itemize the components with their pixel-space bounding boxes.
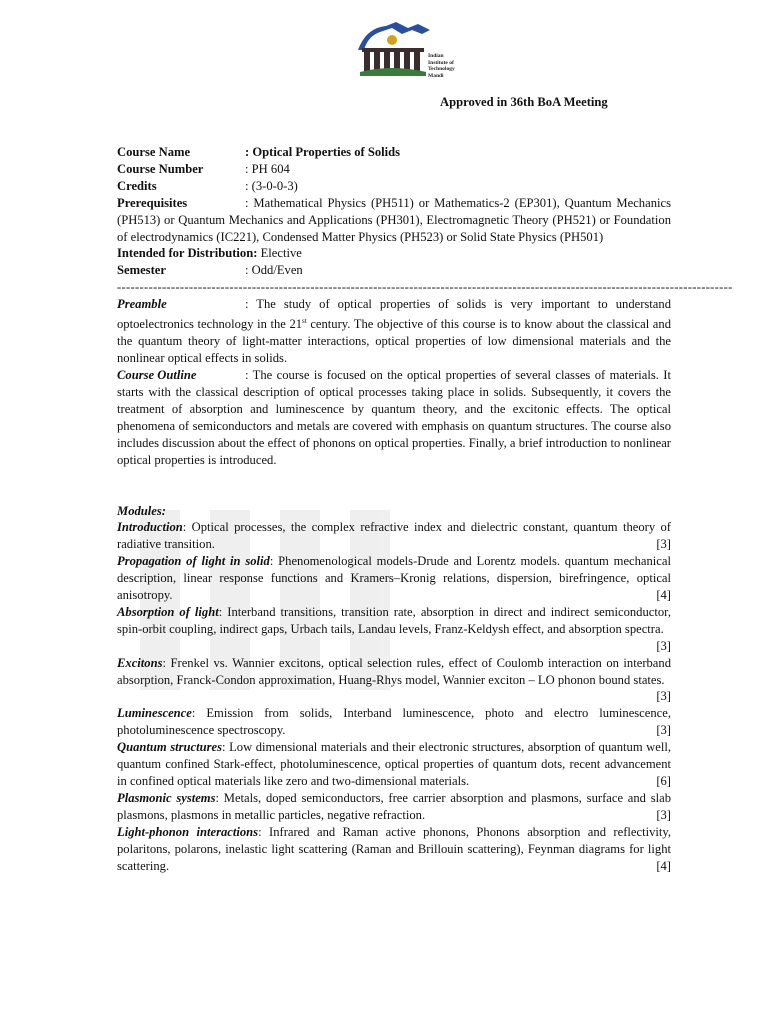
preamble <box>117 296 671 367</box>
approval-note: Approved in 36th BoA Meeting <box>440 95 608 109</box>
module-hours: [3] <box>656 723 671 738</box>
module-description: : Low dimensional materials and their electronic structures, absorption of quantum well, quantum confined Stark-effect, photoluminescence, optical properties of quantum dots, recent advancement in confined optical materials like zero and two-dimensional materials. <box>117 740 671 788</box>
module-item <box>117 739 671 790</box>
module-title: Absorption of light <box>117 604 219 619</box>
module-title: Excitons <box>117 655 163 670</box>
module-description: : Infrared and Raman active phonons, Phonons absorption and reflectivity, polaritons, polarons, inelastic light scattering (Raman and Brillouin scattering), Feynman diagrams for light scattering. <box>117 824 671 873</box>
course-outline-text: : The course is focused on the optical properties of several classes of materials. It starts with the classical description of optical processes taking place in solids. Subsequently, it covers the treatment of absorption and luminescence by quantum theory, and the excitonic effects. The optical phenomena of semiconductors and metals are covered with emphasis on quantum structures. The course also includes discussion about the effect of phonons on optical properties. Finally, a brief introduction to nonlinear optical properties is introduced. <box>117 368 671 467</box>
semester-label: Semester <box>117 263 166 278</box>
module-title: Plasmonic systems <box>117 790 216 805</box>
credits-value: : (3-0-0-3) <box>245 178 298 193</box>
module-description: : Optical processes, the complex refractive index and dielectric constant, quantum theory of radiative transition. <box>117 520 671 552</box>
semester-row <box>117 262 671 279</box>
module-description: : Emission from solids, Interband luminescence, photo and electro luminescence, photoluminescence spectroscopy. <box>117 706 671 738</box>
module-hours: [3] <box>656 807 671 822</box>
course-outline <box>117 367 671 468</box>
module-item <box>117 519 671 553</box>
course-name-row <box>117 144 671 161</box>
module-item <box>117 604 671 655</box>
divider: ----------------------------------------------------------------------------------------------------------------------------------------- <box>117 280 733 295</box>
module-hours: [3] <box>656 689 671 704</box>
prerequisites <box>117 195 671 246</box>
prerequisites-label: Prerequisites <box>117 195 188 210</box>
semester-value: : Odd/Even <box>245 263 303 278</box>
module-hours: [3] <box>656 537 671 552</box>
logo-text: Indian Institute of Technology Mandi <box>428 53 455 79</box>
distribution-label: Intended for Distribution: <box>117 246 258 261</box>
module-hours: [6] <box>656 774 671 788</box>
module-title: Propagation of light in solid <box>117 554 270 569</box>
module-title: Introduction <box>117 520 183 535</box>
module-item <box>117 824 671 875</box>
module-description: : Interband transitions, transition rate, absorption in direct and indirect semiconductor, spin-orbit coupling, indirect gaps, Urbach tails, Landau levels, Franz-Keldysh effect, and absorption spectra. <box>117 604 671 636</box>
preamble-label: Preamble <box>117 297 167 312</box>
preamble-text-b: century. The objective of this course is to know about the classical and the quantum theory of light-matter interactions, optical properties of low dimensional materials and the nonlinear optical effects in solids. <box>117 317 671 366</box>
prerequisites-value: : Mathematical Physics (PH511) or Mathematics-2 (EP301), Quantum Mechanics (PH513) or Quantum Mechanics and Applications (PH301), Electromagnetic Theory (PH521) or Foundation of electrodynamics (IC221), Condensed Matter Physics (PH523) or Solid State Physics (PH501) <box>117 195 671 244</box>
module-title: Light-phonon interactions <box>117 824 259 839</box>
module-item <box>117 705 671 739</box>
credits-label: Credits <box>117 178 157 193</box>
course-name-label: Course Name <box>117 145 191 159</box>
module-item <box>117 790 671 824</box>
module-hours: [3] <box>656 638 671 653</box>
course-number-value: : PH 604 <box>245 161 290 176</box>
course-document <box>117 144 733 874</box>
modules-heading: Modules: <box>117 503 166 518</box>
distribution-value: Elective <box>257 246 302 261</box>
preamble-superscript: st <box>302 317 307 326</box>
module-description: : Phenomenological models-Drude and Lorentz models. quantum mechanical description, linear response functions and Kramers–Kronig relations, dispersion, birefringence, optical anisotropy. <box>117 554 671 603</box>
modules-list <box>117 519 671 874</box>
module-hours: [4] <box>656 858 671 873</box>
module-item <box>117 553 671 604</box>
module-item <box>117 655 671 706</box>
module-description: : Metals, doped semiconductors, free carrier absorption and plasmons, surface and slab plasmons, plasmons in metallic particles, negative refraction. <box>117 790 672 822</box>
course-outline-label: Course Outline <box>117 368 197 383</box>
module-title: Luminescence <box>117 706 192 721</box>
module-hours: [4] <box>656 588 671 603</box>
credits-row <box>117 178 671 195</box>
course-number-label: Course Number <box>117 161 204 176</box>
module-title: Quantum structures <box>117 740 223 755</box>
course-name-value: : Optical Properties of Solids <box>245 145 401 159</box>
course-number-row <box>117 161 671 178</box>
module-description: : Frenkel vs. Wannier excitons, optical selection rules, effect of Coulomb interaction on interband absorption, Franck-Condon approximation, Huang-Rhys model, Wannier exciton – LO phonon bound states. <box>117 655 671 687</box>
distribution-row <box>117 245 671 262</box>
preamble-text-a: : The study of optical properties of solids is very important to understand optoelectronics technology in the 21 <box>117 297 671 332</box>
